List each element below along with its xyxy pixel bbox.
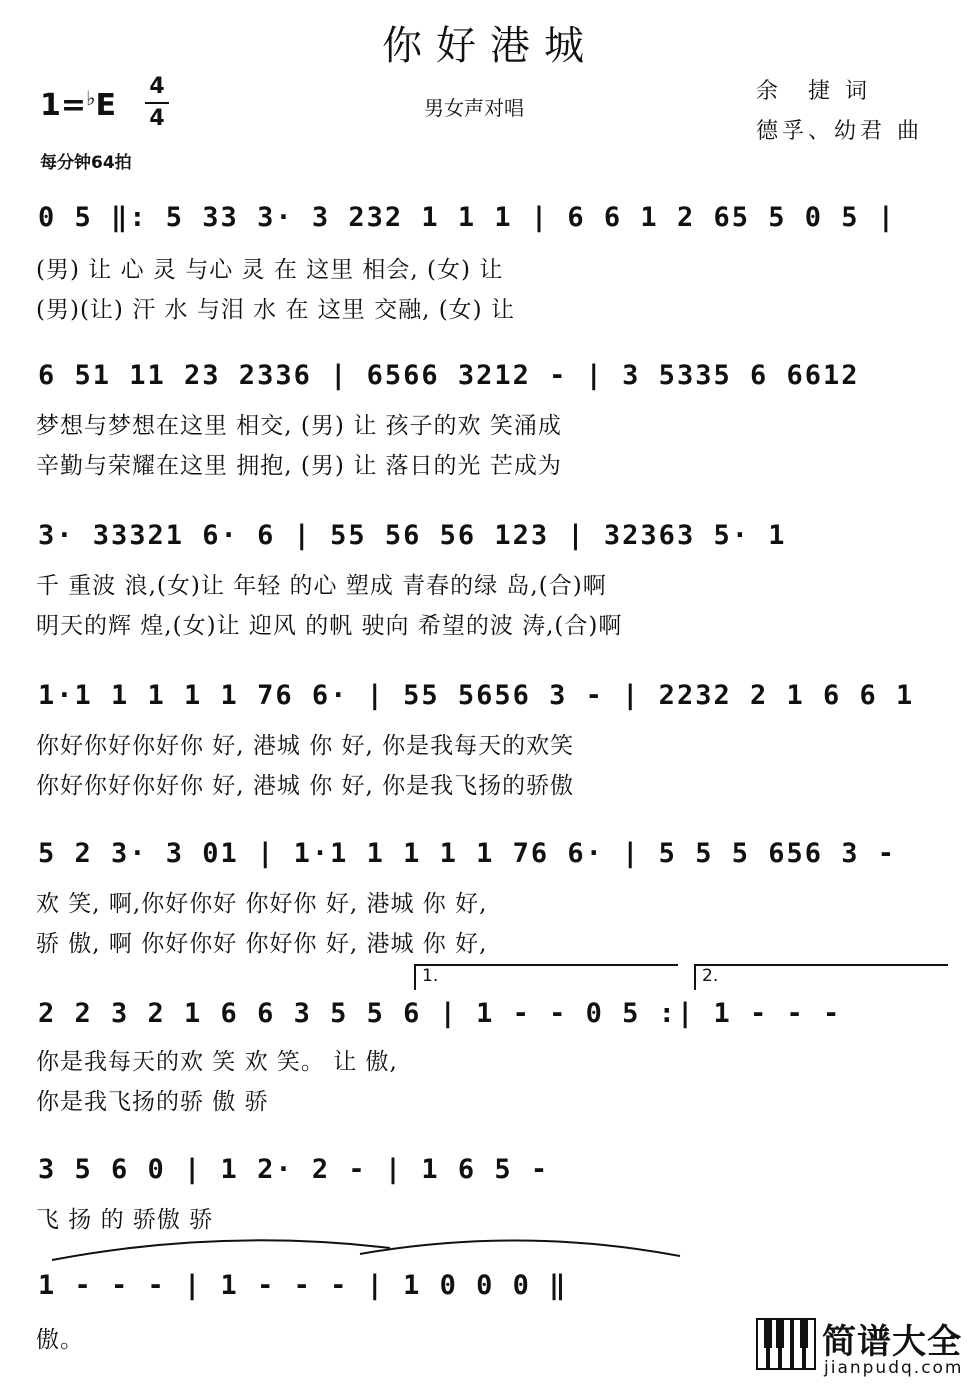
notation-row-8: 1 - - - | 1 - - - | 1 0 0 0 ‖	[38, 1270, 568, 1301]
time-signature	[145, 74, 169, 132]
watermark-site: jianpudq.com	[824, 1358, 964, 1378]
tempo-marking: 每分钟64拍	[40, 153, 132, 173]
time-top: 4	[149, 74, 165, 99]
key-prefix: 1=	[40, 88, 87, 123]
performance-note: 男女声对唱	[424, 96, 524, 120]
lyric-row-1-verse-1: (男) 让 心 灵 与心 灵 在 这里 相会, (女) 让	[36, 257, 504, 283]
song-title: 你好港城	[382, 23, 598, 69]
lyric-row-5-verse-2: 骄 傲, 啊 你好你好 你好你 好, 港城 你 好,	[36, 931, 488, 957]
watermark-brand: 简谱大全	[822, 1322, 962, 1362]
lyric-row-3-verse-2: 明天的辉 煌,(女)让 迎风 的帆 驶向 希望的波 涛,(合)啊	[36, 613, 623, 639]
composer-credit: 德孚、幼君 曲	[756, 119, 923, 144]
notation-row-6: 2 2 3 2 1 6 6 3 5 5 6 | 1 - - 0 5 :| 1 - - -	[38, 998, 842, 1029]
lyric-row-2-verse-2: 辛勤与荣耀在这里 拥抱, (男) 让 落日的光 芒成为	[36, 453, 562, 479]
volta-1-edge	[414, 964, 416, 990]
lyric-row-8: 傲。	[36, 1327, 84, 1353]
flat-sign: ♭	[86, 86, 96, 110]
notation-row-2: 6 51 11 23 2336 | 6566 3212 - | 3 5335 6 6612	[38, 360, 860, 391]
lyric-row-3-verse-1: 千 重波 浪,(女)让 年轻 的心 塑成 青春的绿 岛,(合)啊	[36, 573, 607, 599]
volta-1-bracket	[414, 964, 678, 966]
lyric-row-1-verse-2: (男)(让) 汗 水 与泪 水 在 这里 交融, (女) 让	[36, 297, 515, 323]
time-bottom: 4	[149, 106, 165, 131]
lyric-row-4-verse-2: 你好你好你好你 好, 港城 你 好, 你是我飞扬的骄傲	[36, 773, 575, 799]
lyric-row-7: 飞 扬 的 骄傲 骄	[36, 1207, 214, 1233]
piano-keys-logo	[756, 1318, 818, 1370]
notation-row-1: 0 5 ‖: 5 33 3· 3 232 1 1 1 | 6 6 1 2 65 5 0 5 |	[38, 202, 897, 233]
key-note: E	[95, 88, 116, 123]
lyric-row-4-verse-1: 你好你好你好你 好, 港城 你 好, 你是我每天的欢笑	[36, 733, 575, 759]
volta-2-bracket	[694, 964, 948, 966]
notation-row-3: 3· 33321 6· 6 | 55 56 56 123 | 32363 5· 1	[38, 520, 787, 551]
lyric-row-5-verse-1: 欢 笑, 啊,你好你好 你好你 好, 港城 你 好,	[36, 891, 488, 917]
volta-2-label: 2.	[702, 966, 719, 986]
volta-1-label: 1.	[422, 966, 439, 986]
notation-row-5: 5 2 3· 3 01 | 1·1 1 1 1 1 76 6· | 5 5 5 656 3 -	[38, 838, 897, 869]
key-signature	[40, 86, 116, 123]
time-divider	[145, 102, 169, 104]
notation-row-4: 1·1 1 1 1 1 76 6· | 55 5656 3 - | 2232 2 1 6 6 1	[38, 680, 915, 711]
lyric-row-2-verse-1: 梦想与梦想在这里 相交, (男) 让 孩子的欢 笑涌成	[36, 413, 562, 439]
volta-2-edge	[694, 964, 696, 990]
lyric-row-6-verse-1: 你是我每天的欢 笑 欢 笑。 让 傲,	[36, 1049, 398, 1075]
lyric-row-6-verse-2: 你是我飞扬的骄 傲 骄	[36, 1089, 269, 1115]
lyricist-credit: 余 捷 词	[756, 79, 871, 104]
notation-row-7: 3 5 6 0 | 1 2· 2 - | 1 6 5 -	[38, 1154, 550, 1185]
